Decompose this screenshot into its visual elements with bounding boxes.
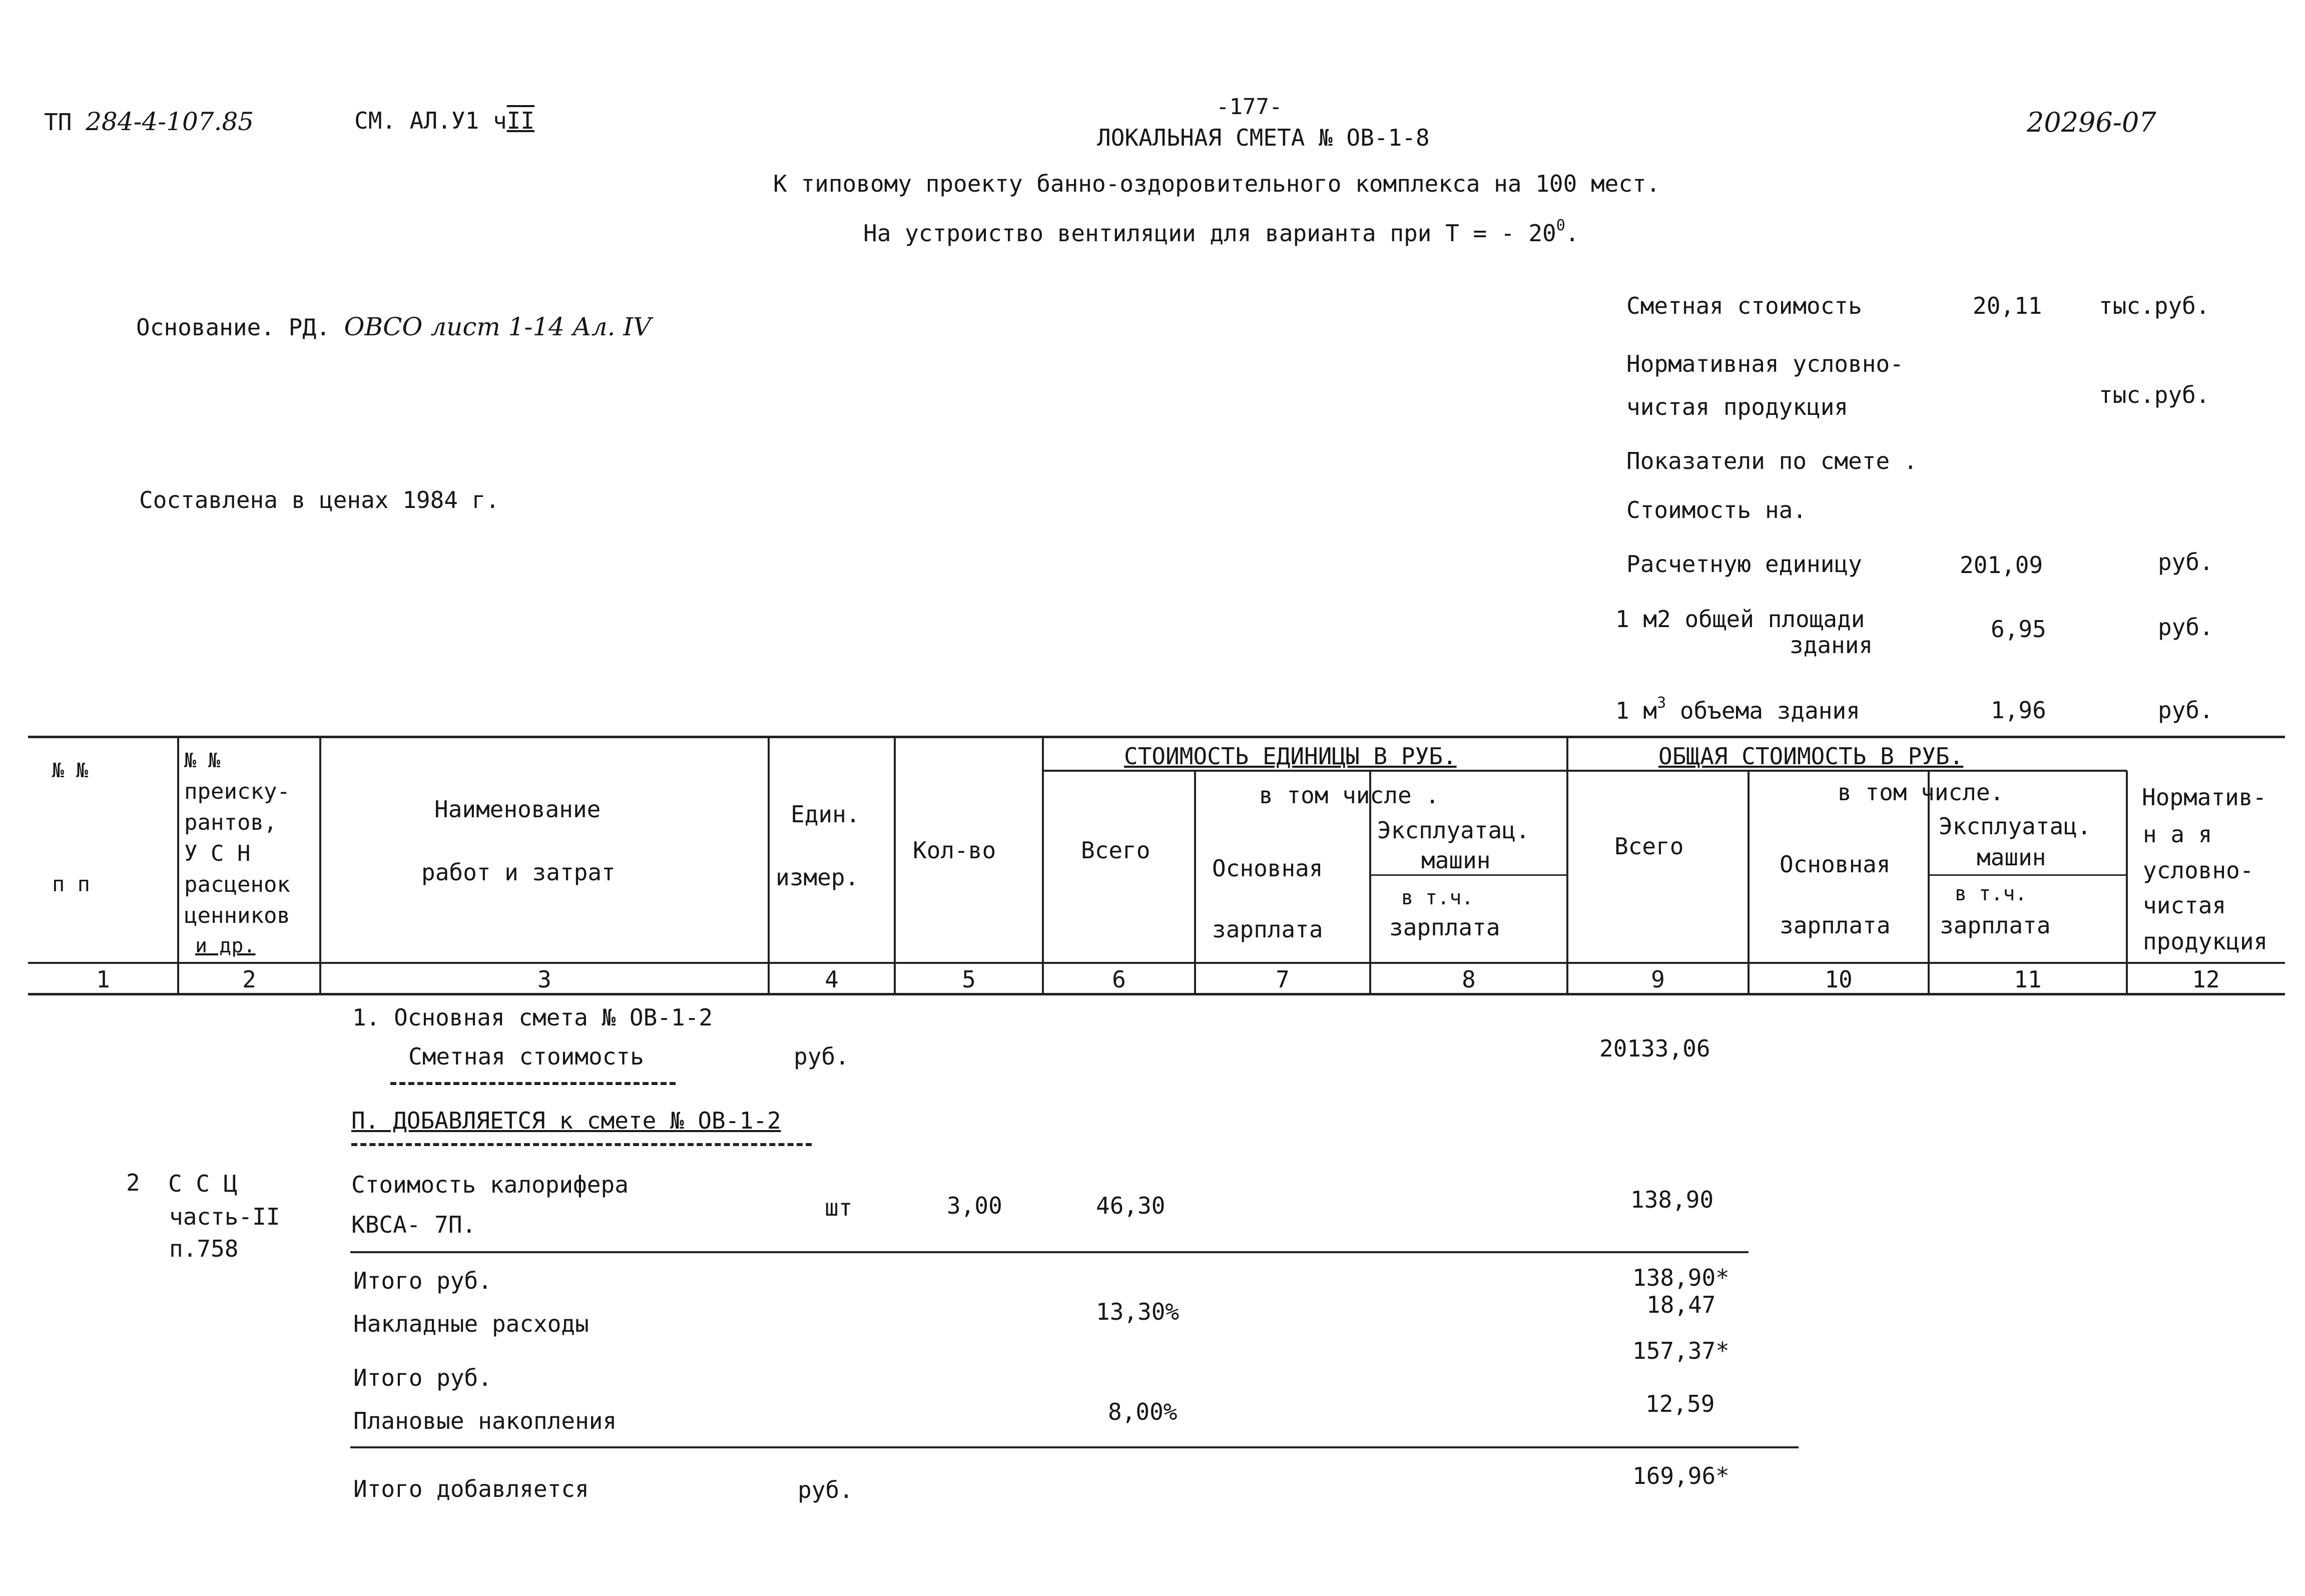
- summary-norm-unit: тыс.руб.: [2099, 381, 2210, 408]
- table-top-rule: [28, 736, 2285, 738]
- th-col2-line: ценников: [184, 903, 290, 928]
- summary-area-label-2: здания: [1790, 632, 1873, 659]
- row-unit: шт: [825, 1194, 853, 1221]
- final-separator: [350, 1446, 1799, 1448]
- summary-area-value: 6,95: [1991, 616, 2046, 643]
- th-col8-d: зарплата: [1389, 914, 1500, 941]
- th-col12-line: н а я: [2143, 821, 2212, 848]
- th-col4-top: Един.: [791, 801, 860, 828]
- th-col4-bottom: измер.: [776, 864, 859, 891]
- col-divider: [1748, 771, 1750, 994]
- subtotal-1-value: 138,90*: [1632, 1264, 1730, 1291]
- row-code-line: п.758: [169, 1235, 239, 1262]
- summary-norm-label-2: чистая продукция: [1626, 393, 1849, 420]
- column-number: 1: [96, 966, 110, 993]
- th-col2-line: расценок: [184, 872, 290, 897]
- table-bottom-rule: [28, 993, 2285, 995]
- column-number: 7: [1276, 966, 1290, 993]
- column-number: 10: [1825, 966, 1853, 993]
- th-col12-line: условно-: [2143, 857, 2254, 884]
- th-col11-a: Эксплуатац.: [1939, 813, 2091, 840]
- column-number: 6: [1112, 966, 1126, 993]
- row-code-line: часть-II: [169, 1203, 280, 1230]
- th-col10-top: Основная: [1780, 851, 1891, 878]
- th-col11-c: в т.ч.: [1955, 882, 2027, 905]
- project-code-handwritten: 284-4-107.85: [86, 107, 254, 136]
- th-col2-line: № №: [184, 749, 221, 772]
- document-code: 20296-07: [2027, 107, 2156, 138]
- column-number: 2: [242, 966, 256, 993]
- planned-savings-value: 12,59: [1645, 1390, 1715, 1417]
- th-col11-b: машин: [1977, 844, 2046, 871]
- column-number: 3: [537, 966, 551, 993]
- volume-label-a: 1 м: [1615, 697, 1657, 724]
- project-code-prefix: ТП: [44, 109, 72, 136]
- th-col8-c: в т.ч.: [1401, 886, 1474, 909]
- column-number: 8: [1462, 966, 1476, 993]
- section-2-dash-rule: [351, 1143, 812, 1146]
- column-number: 11: [2014, 966, 2042, 993]
- summary-area-unit: руб.: [2158, 614, 2213, 641]
- subtotal-2-value: 157,37*: [1632, 1337, 1730, 1364]
- summary-cost-unit: тыс.руб.: [2099, 292, 2210, 319]
- overhead-label: Накладные расходы: [353, 1310, 589, 1337]
- row-number: 2: [126, 1169, 140, 1196]
- row-total: 138,90: [1630, 1186, 1714, 1213]
- overhead-value: 18,47: [1646, 1291, 1716, 1318]
- section-1-cost-label: Сметная стоимость: [408, 1043, 644, 1070]
- section-1-dash-rule: [390, 1082, 676, 1085]
- subtitle-2-end: .: [1565, 220, 1579, 247]
- th-col12-line: чистая: [2143, 892, 2226, 919]
- basis: [136, 314, 651, 339]
- summary-volume-unit: руб.: [2158, 697, 2213, 724]
- summary-unit-unit: руб.: [2158, 549, 2213, 576]
- summary-unit-value: 201,09: [1960, 552, 2043, 579]
- th-col12-line: продукция: [2143, 928, 2268, 955]
- section-2-title: П. ДОБАВЛЯЕТСЯ к смете № ОВ-1-2: [351, 1107, 781, 1134]
- overhead-percent: 13,30%: [1096, 1298, 1180, 1325]
- estimate-title: ЛОКАЛЬНАЯ СМЕТА № ОВ-1-8: [1097, 124, 1430, 151]
- subtotal-1-label: Итого руб.: [353, 1267, 492, 1294]
- th-col3-top: Наименование: [434, 796, 601, 823]
- column-number: 4: [825, 966, 839, 993]
- table-group-rule: [1043, 770, 2127, 772]
- th-total-incl: в том числе.: [1838, 779, 2004, 806]
- col-divider: [1194, 771, 1196, 994]
- row-quantity: 3,00: [947, 1192, 1002, 1219]
- th-unit-incl: в том числе .: [1259, 782, 1440, 809]
- th-col2-line: преиску-: [184, 779, 290, 804]
- final-total-value: 169,96*: [1632, 1462, 1730, 1489]
- planned-savings-percent: 8,00%: [1108, 1398, 1178, 1425]
- summary-volume-label: [1615, 696, 1860, 722]
- col-divider: [319, 736, 321, 994]
- th-col2-line: У С Н: [184, 841, 251, 866]
- row-separator: [350, 1251, 1749, 1253]
- volume-label-sup: 3: [1657, 694, 1666, 712]
- col-divider: [177, 736, 179, 994]
- summary-cost-per: Стоимость на.: [1626, 496, 1807, 523]
- th-col1-bottom: п п: [52, 872, 90, 896]
- th-col9: Всего: [1614, 833, 1684, 860]
- prices-basis: Составлена в ценах 1984 г.: [139, 486, 500, 513]
- summary-cost-label: Сметная стоимость: [1626, 292, 1862, 319]
- summary-volume-value: 1,96: [1991, 697, 2046, 724]
- th-col12-line: Норматив-: [2142, 784, 2267, 811]
- th-col2-line: рантов,: [184, 810, 277, 835]
- volume-label-b: объема здания: [1679, 697, 1860, 724]
- row-unit-price: 46,30: [1096, 1192, 1166, 1219]
- col-divider: [768, 736, 770, 994]
- album-part: II: [506, 107, 535, 134]
- column-number: 9: [1651, 966, 1665, 993]
- th-col7-bottom: зарплата: [1212, 916, 1323, 943]
- table-subgroup-rule-right: [1930, 874, 2127, 876]
- estimate-subtitle-2: [863, 218, 1579, 245]
- basis-label: Основание. РД.: [136, 314, 330, 341]
- album-reference: [354, 109, 534, 132]
- th-col5: Кол-во: [913, 837, 996, 864]
- th-col8-a: Эксплуатац.: [1377, 817, 1530, 844]
- summary-cost-value: 20,11: [1973, 292, 2042, 319]
- th-unit-cost-group: СТОИМОСТЬ ЕДИНИЦЫ В РУБ.: [1124, 743, 1457, 770]
- album-label: СМ. АЛ.У1 ч: [354, 107, 507, 134]
- col-divider: [1566, 736, 1568, 994]
- row-name-2: КВСА- 7П.: [351, 1211, 476, 1238]
- final-total-label: Итого добавляется: [353, 1475, 589, 1502]
- section-1-total: 20133,06: [1599, 1035, 1710, 1062]
- th-col7-top: Основная: [1212, 855, 1323, 882]
- page-number: -177-: [1216, 94, 1283, 120]
- summary-indicators: Показатели по смете .: [1626, 447, 1918, 474]
- table-number-rule: [28, 962, 2285, 964]
- estimate-subtitle: К типовому проекту банно-оздоровительного комплекса на 100 мест.: [773, 170, 1660, 197]
- subtotal-2-label: Итого руб.: [353, 1364, 492, 1391]
- basis-handwritten: ОВСО лист 1-14 Ал. IV: [344, 312, 652, 341]
- section-1-unit: руб.: [794, 1043, 849, 1070]
- col-divider: [894, 736, 896, 994]
- col-divider: [2126, 771, 2128, 994]
- subtitle-2-text: На устроиство вентиляции для варианта при Т = - 20: [863, 220, 1556, 247]
- project-code: [44, 109, 254, 134]
- col-divider: [1042, 736, 1044, 994]
- summary-norm-label-1: Нормативная условно-: [1626, 350, 1904, 377]
- summary-area-label-1: 1 м2 общей площади: [1615, 606, 1865, 633]
- th-col1-top: № №: [52, 759, 89, 782]
- subtitle-2-degree: 0: [1556, 217, 1565, 234]
- th-col3-bottom: работ и затрат: [421, 859, 616, 886]
- row-name-1: Стоимость калорифера: [351, 1171, 629, 1198]
- final-total-unit: руб.: [798, 1476, 853, 1503]
- th-col2-line: и др.: [195, 934, 256, 957]
- table-subgroup-rule-left: [1371, 874, 1566, 876]
- section-1-title: 1. Основная смета № ОВ-1-2: [352, 1004, 713, 1031]
- th-col6: Всего: [1081, 837, 1150, 864]
- row-code-line: С С Ц: [168, 1170, 238, 1197]
- column-number: 5: [962, 966, 976, 993]
- planned-savings-label: Плановые накопления: [353, 1407, 617, 1434]
- th-total-cost-group: ОБЩАЯ СТОИМОСТЬ В РУБ.: [1658, 743, 1964, 770]
- th-col11-d: зарплата: [1940, 912, 2051, 939]
- summary-unit-label: Расчетную единицу: [1626, 551, 1862, 578]
- th-col10-bottom: зарплата: [1780, 912, 1891, 939]
- column-number: 12: [2192, 966, 2220, 993]
- th-col8-b: машин: [1421, 847, 1491, 874]
